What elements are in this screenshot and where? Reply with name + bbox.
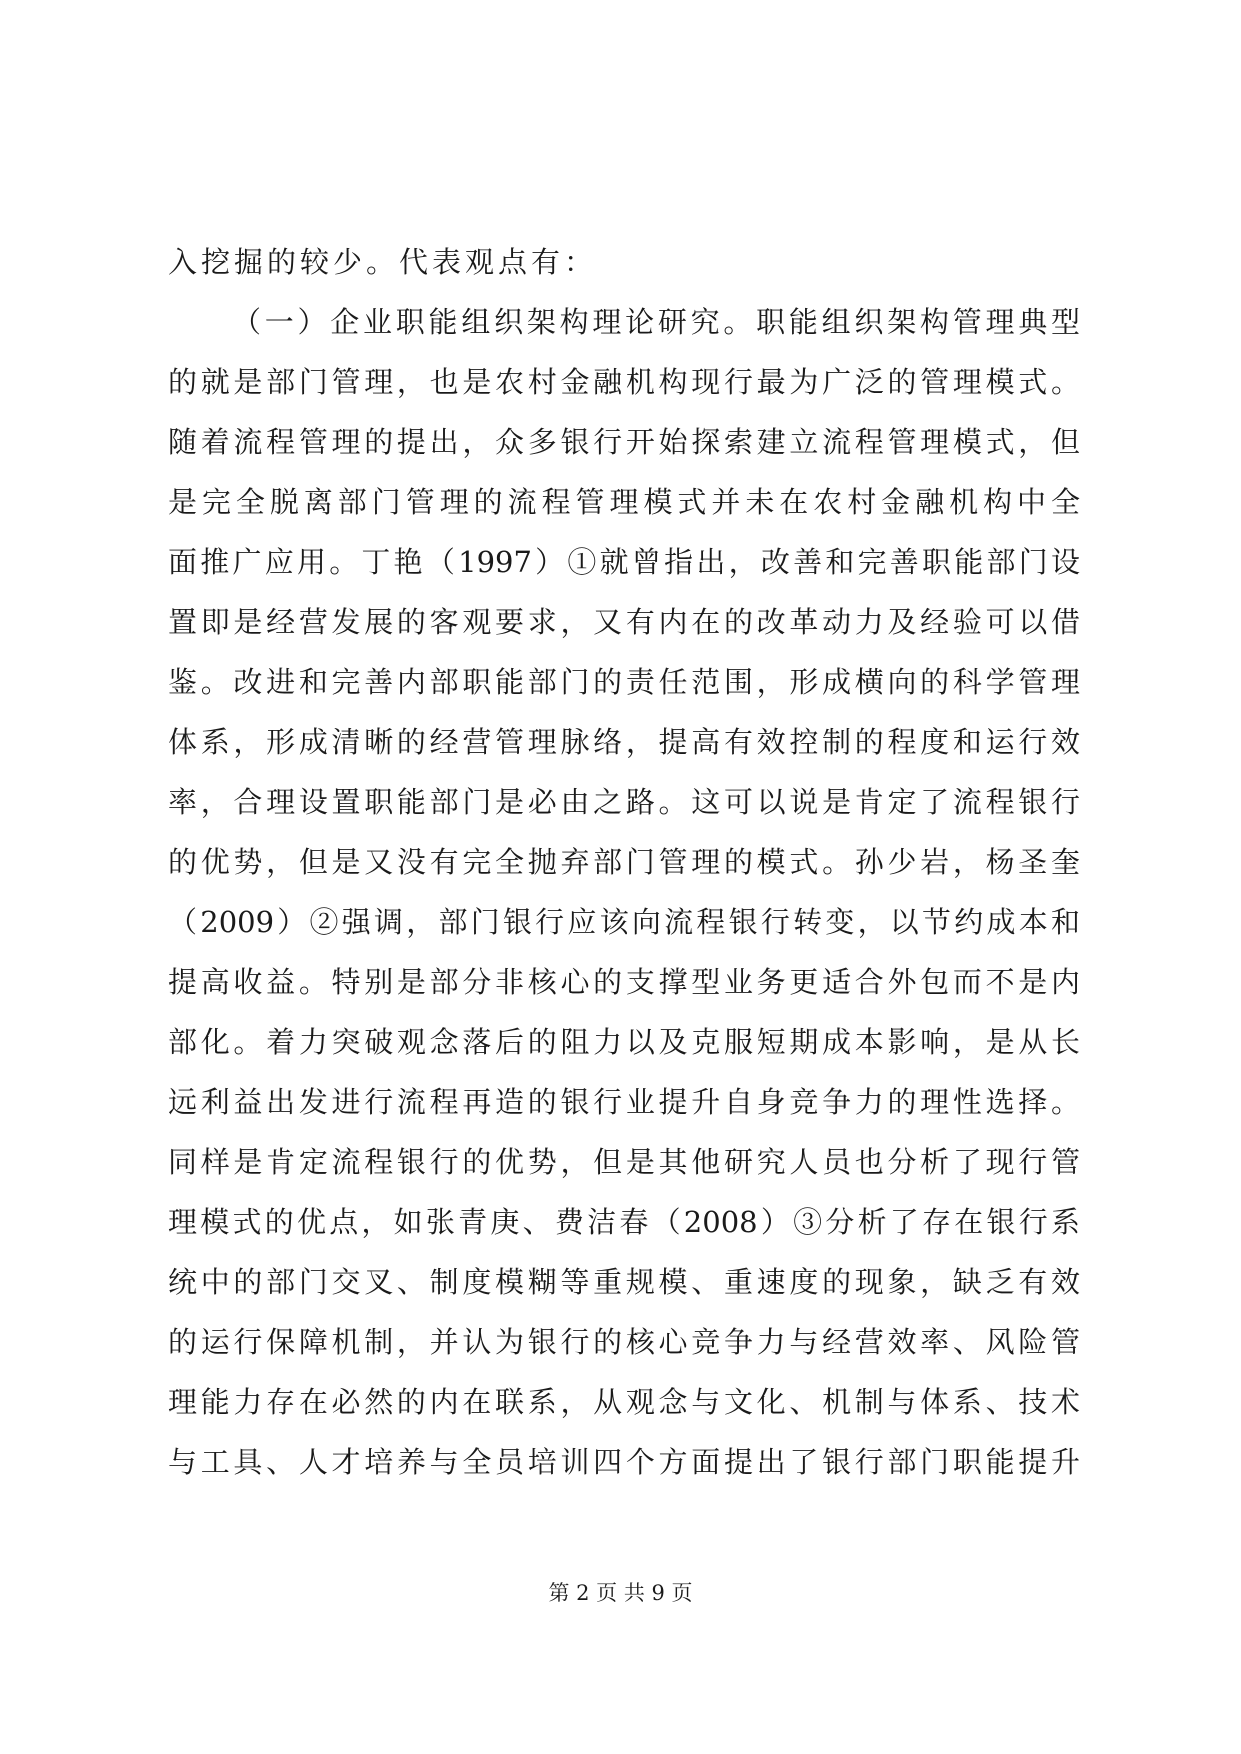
text-line: 远利益出发进行流程再造的银行业提升自身竞争力的理性选择。 <box>168 1085 1080 1119</box>
text-line: 入挖掘的较少。代表观点有： <box>168 245 598 279</box>
text-line: 率，合理设置职能部门是必由之路。这可以说是肯定了流程银行 <box>168 785 1080 819</box>
text-line: 随着流程管理的提出，众多银行开始探索建立流程管理模式，但 <box>168 425 1080 459</box>
text-line: 与工具、人才培养与全员培训四个方面提出了银行部门职能提升 <box>168 1445 1080 1479</box>
text-line: 面推广应用。丁艳（1997）①就曾指出，改善和完善职能部门设 <box>168 545 1080 579</box>
text-line: 部化。着力突破观念落后的阻力以及克服短期成本影响，是从长 <box>168 1025 1080 1059</box>
text-line: 鉴。改进和完善内部职能部门的责任范围，形成横向的科学管理 <box>168 665 1080 699</box>
text-line: 理模式的优点，如张青庚、费洁春（2008）③分析了存在银行系 <box>168 1205 1080 1239</box>
body-text <box>168 232 1080 1492</box>
text-line: 理能力存在必然的内在联系，从观念与文化、机制与体系、技术 <box>168 1385 1080 1419</box>
text-line: 同样是肯定流程银行的优势，但是其他研究人员也分析了现行管 <box>168 1145 1080 1179</box>
page-footer: 第 2 页 共 9 页 <box>548 1581 693 1605</box>
text-line: （2009）②强调，部门银行应该向流程银行转变，以节约成本和 <box>168 905 1080 939</box>
text-line: 体系，形成清晰的经营管理脉络，提高有效控制的程度和运行效 <box>168 725 1080 759</box>
text-line: 的就是部门管理，也是农村金融机构现行最为广泛的管理模式。 <box>168 365 1080 399</box>
text-line: 提高收益。特别是部分非核心的支撑型业务更适合外包而不是内 <box>168 965 1080 999</box>
text-line: 的优势，但是又没有完全抛弃部门管理的模式。孙少岩，杨圣奎 <box>168 845 1080 879</box>
text-line: 的运行保障机制，并认为银行的核心竞争力与经营效率、风险管 <box>168 1325 1080 1359</box>
text-line: 统中的部门交叉、制度模糊等重规模、重速度的现象，缺乏有效 <box>168 1265 1080 1299</box>
text-line: 是完全脱离部门管理的流程管理模式并未在农村金融机构中全 <box>168 485 1080 519</box>
text-line: （一）企业职能组织架构理论研究。职能组织架构管理典型 <box>232 305 1080 339</box>
text-line: 置即是经营发展的客观要求，又有内在的改革动力及经验可以借 <box>168 605 1080 639</box>
